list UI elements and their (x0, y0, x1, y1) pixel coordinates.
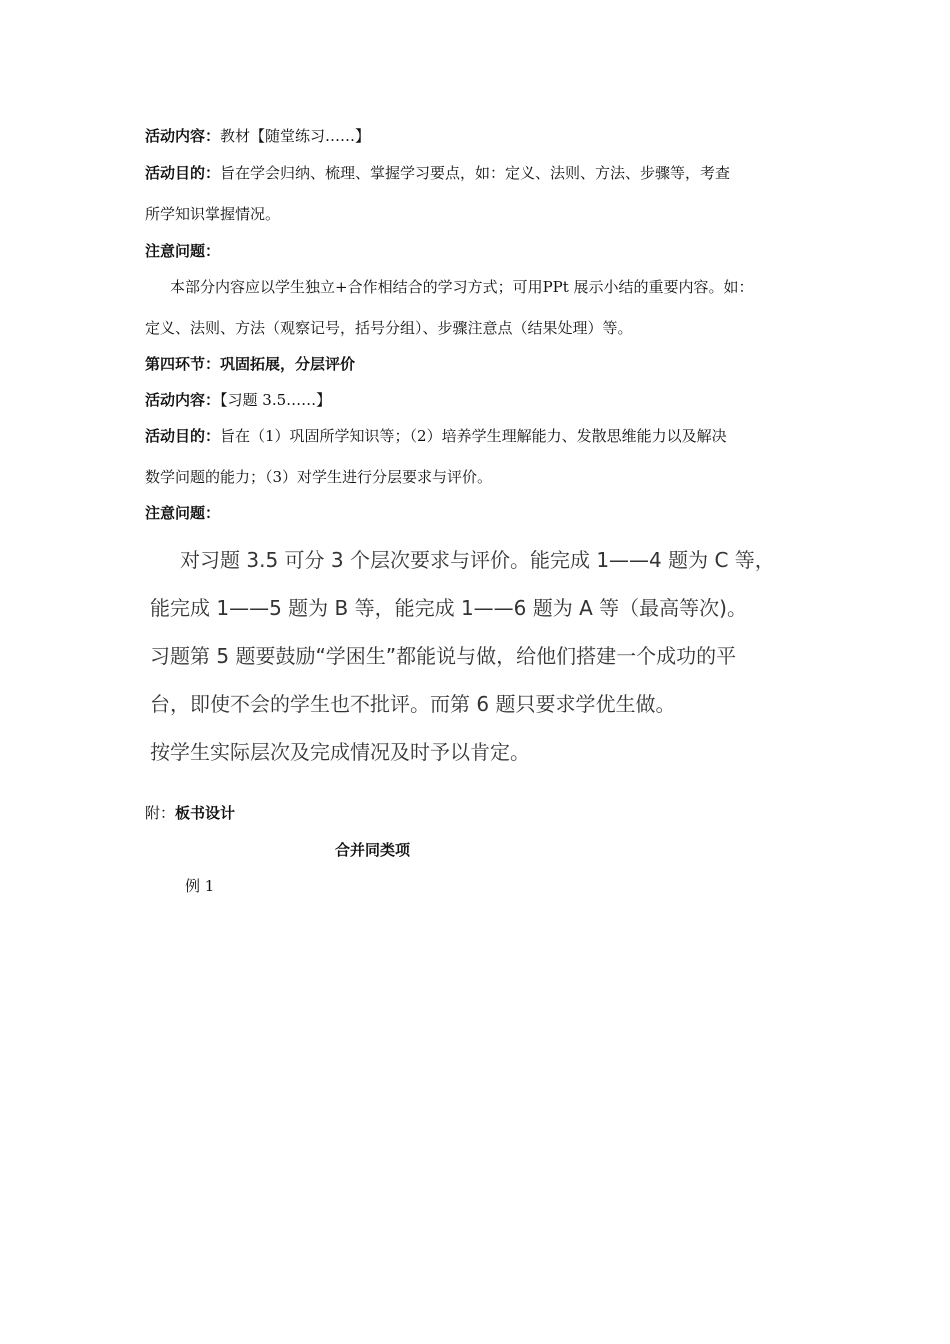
board-title: 合并同类项 (335, 841, 411, 859)
label: 活动内容： (145, 391, 221, 409)
embed-line-2: 能完成 1——5 题为 B 等，能完成 1——6 题为 A 等（最高等次)。 (150, 596, 747, 620)
embed-line-3: 习题第 5 题要鼓励“学困生”都能说与做，给他们搭建一个成功的平 (150, 644, 737, 668)
prefix: 附： (145, 804, 176, 822)
attention-label-2: 注意问题： (145, 504, 221, 522)
activity-purpose-line-2 (145, 426, 727, 446)
activity-purpose-line (145, 163, 730, 183)
activity-purpose-cont-2: 数学问题的能力；（3）对学生进行分层要求与评价。 (145, 468, 493, 486)
attention-text: 本部分内容应以学生独立+合作相结合的学习方式；可用PPt 展示小结的重要内容。如： (170, 278, 754, 296)
text: 旨在（1）巩固所学知识等；（2）培养学生理解能力、发散思维能力以及解决 (220, 427, 727, 445)
board-example: 例 1 (185, 877, 215, 895)
text: 旨在学会归纳、梳理、掌握学习要点，如：定义、法则、方法、步骤等，考查 (220, 164, 731, 182)
embedded-text-image (150, 538, 810, 778)
activity-content-line-2 (145, 390, 331, 410)
text: 【习题 3.5……】 (220, 391, 332, 409)
section-heading: 第四环节：巩固拓展，分层评价 (145, 355, 356, 373)
label: 板书设计 (175, 804, 236, 822)
embed-line-5: 按学生实际层次及完成情况及时予以肯定。 (150, 740, 530, 764)
label: 活动目的： (145, 164, 221, 182)
activity-content-line (145, 126, 370, 146)
embed-line-1: 对习题 3.5 可分 3 个层次要求与评价。能完成 1——4 题为 C 等， (180, 548, 775, 572)
attention-label: 注意问题： (145, 242, 221, 260)
label: 活动目的： (145, 427, 221, 445)
appendix-line (145, 803, 235, 823)
attention-text-cont: 定义、法则、方法（观察记号，括号分组）、步骤注意点（结果处理）等。 (145, 319, 633, 337)
text: 教材【随堂练习……】 (220, 127, 371, 145)
embed-line-4: 台，即使不会的学生也不批评。而第 6 题只要求学优生做。 (150, 692, 676, 716)
label: 活动内容： (145, 127, 221, 145)
activity-purpose-cont: 所学知识掌握情况。 (145, 205, 281, 223)
